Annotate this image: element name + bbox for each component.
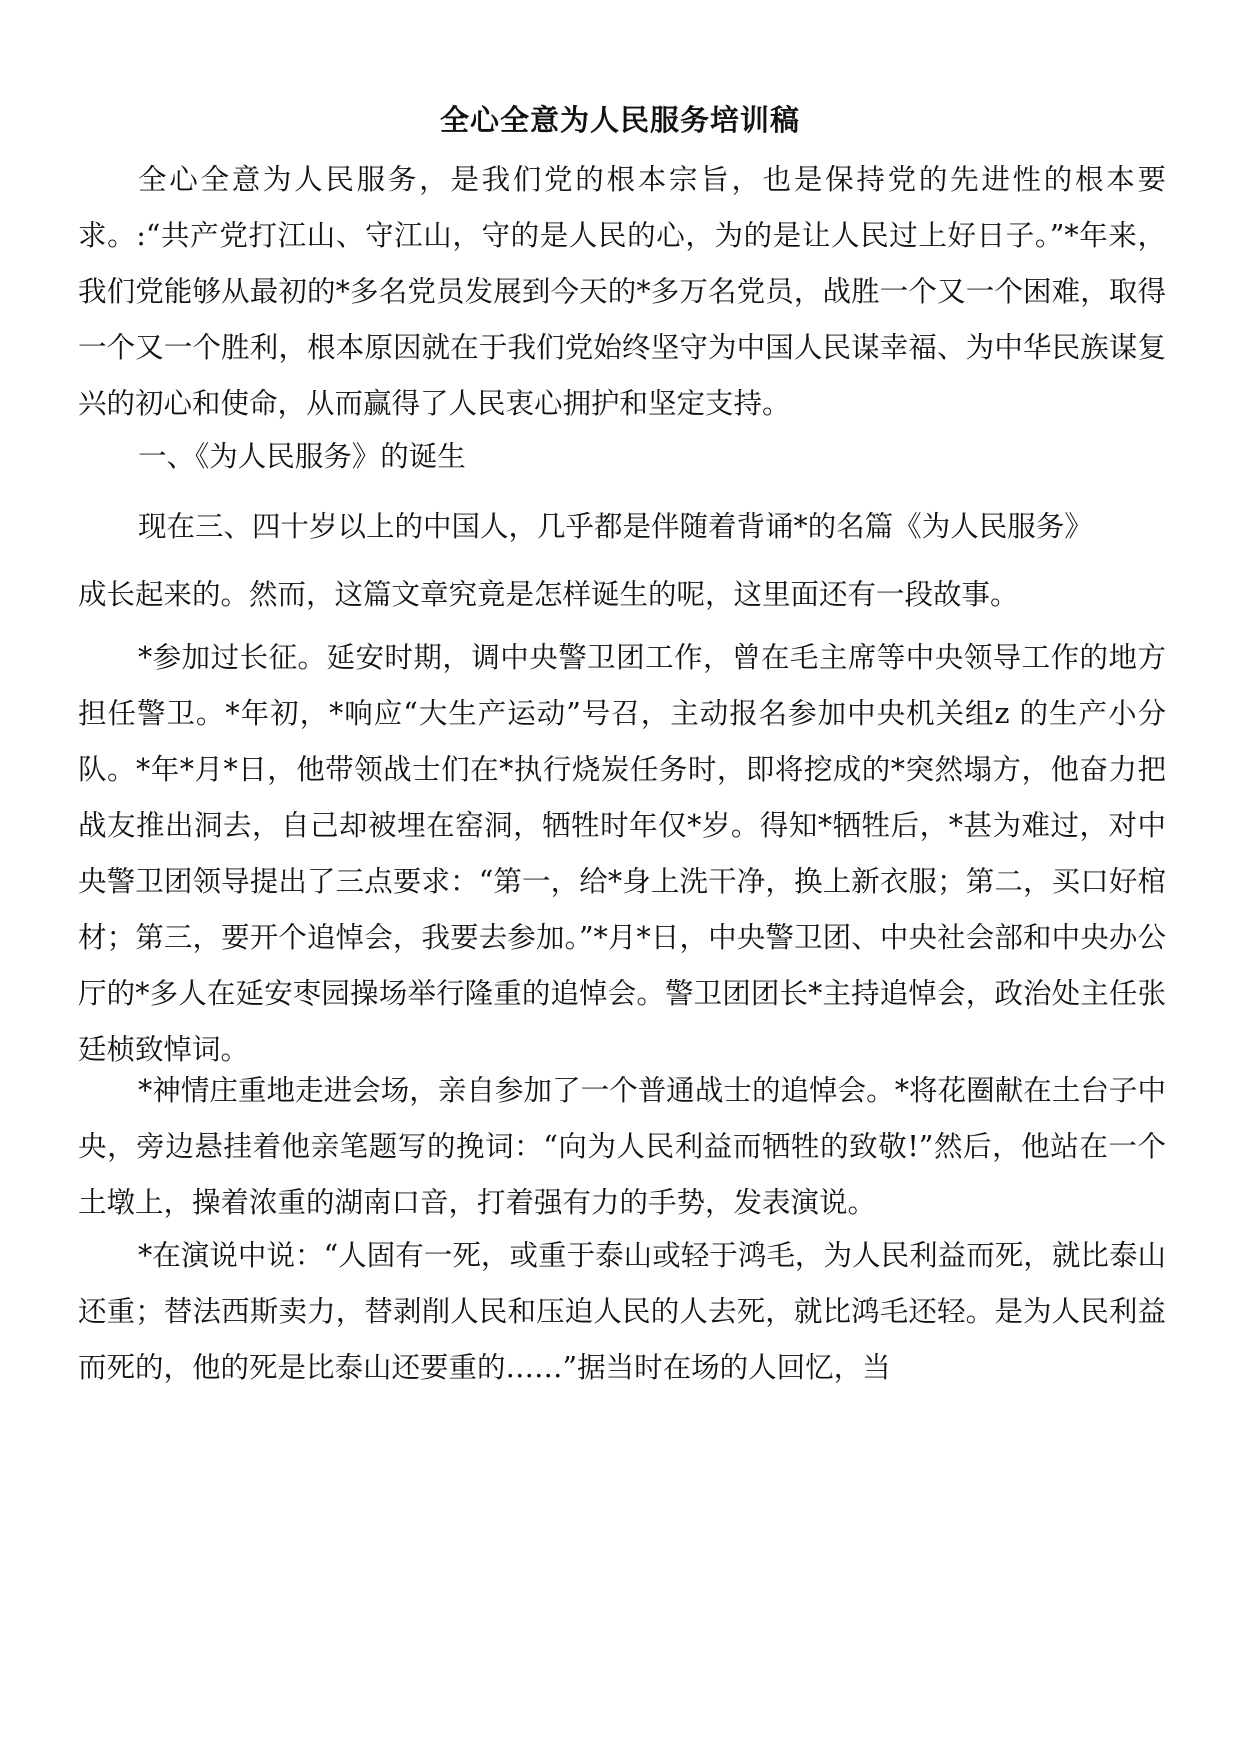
document-title: 全心全意为人民服务培训稿 [439, 103, 800, 137]
paragraph-speech: *在演说中说：“人固有一死，或重于泰山或轻于鸿毛，为人民利益而死，就比泰山还重；替法西斯卖力，替剥削人民和压迫人民的人去死，就比鸿毛还轻。是为人民利益而死的，他的死是比泰山还要重的……”据当时在场的人回忆，当 [78, 1239, 1166, 1384]
intro-paragraph: 全心全意为人民服务，是我们党的根本宗旨，也是保持党的先进性的根本要求。:“共产党打江山、守江山，守的是人民的心，为的是让人民过上好日子。”*年来，我们党能够从最初的*多名党员发展到今天的*多万名党员，战胜一个又一个困难，取得一个又一个胜利，根本原因就在于我们党始终坚守为中国人民谋幸福、为中华民族谋复兴的初心和使命，从而赢得了人民衷心拥护和坚定支持。 [78, 163, 1166, 420]
paragraph-memorial: *神情庄重地走进会场，亲自参加了一个普通战士的追悼会。*将花圈献在土台子中央，旁边悬挂着他亲笔题写的挽词：“向为人民利益而牺牲的致敬!”然后，他站在一个土墩上，操着浓重的湖南口音，打着强有力的手势，发表演说。 [78, 1074, 1166, 1219]
paragraph-story: *参加过长征。延安时期，调中央警卫团工作，曾在毛主席等中央领导工作的地方担任警卫。*年初，*响应“大生产运动”号召，主动报名参加中央机关组z 的生产小分队。*年*月*日，他带领战士们在*执行烧炭任务时，即将挖成的*突然塌方，他奋力把战友推出洞去，自己却被埋在窑洞，牺牲时年仅*岁。得知*牺牲后，*甚为难过，对中央警卫团领导提出了三点要求：“第一，给*身上洗干净，换上新衣服；第二，买口好棺材；第三，要开个追悼会，我要去参加。”*月*日，中央警卫团、中央社会部和中央办公厅的*多人在延安枣园操场举行隆重的追悼会。警卫团团长*主持追悼会，政治处主任张廷桢致悼词。 [78, 641, 1166, 1066]
section-heading: 一、《为人民服务》的诞生 [138, 440, 466, 473]
paragraph-birth-line2: 成长起来的。然而，这篇文章究竟是怎样诞生的呢，这里面还有一段故事。 [78, 578, 1019, 611]
paragraph-birth-line1: 现在三、四十岁以上的中国人，几乎都是伴随着背诵*的名篇《为人民服务》 [138, 510, 1093, 543]
